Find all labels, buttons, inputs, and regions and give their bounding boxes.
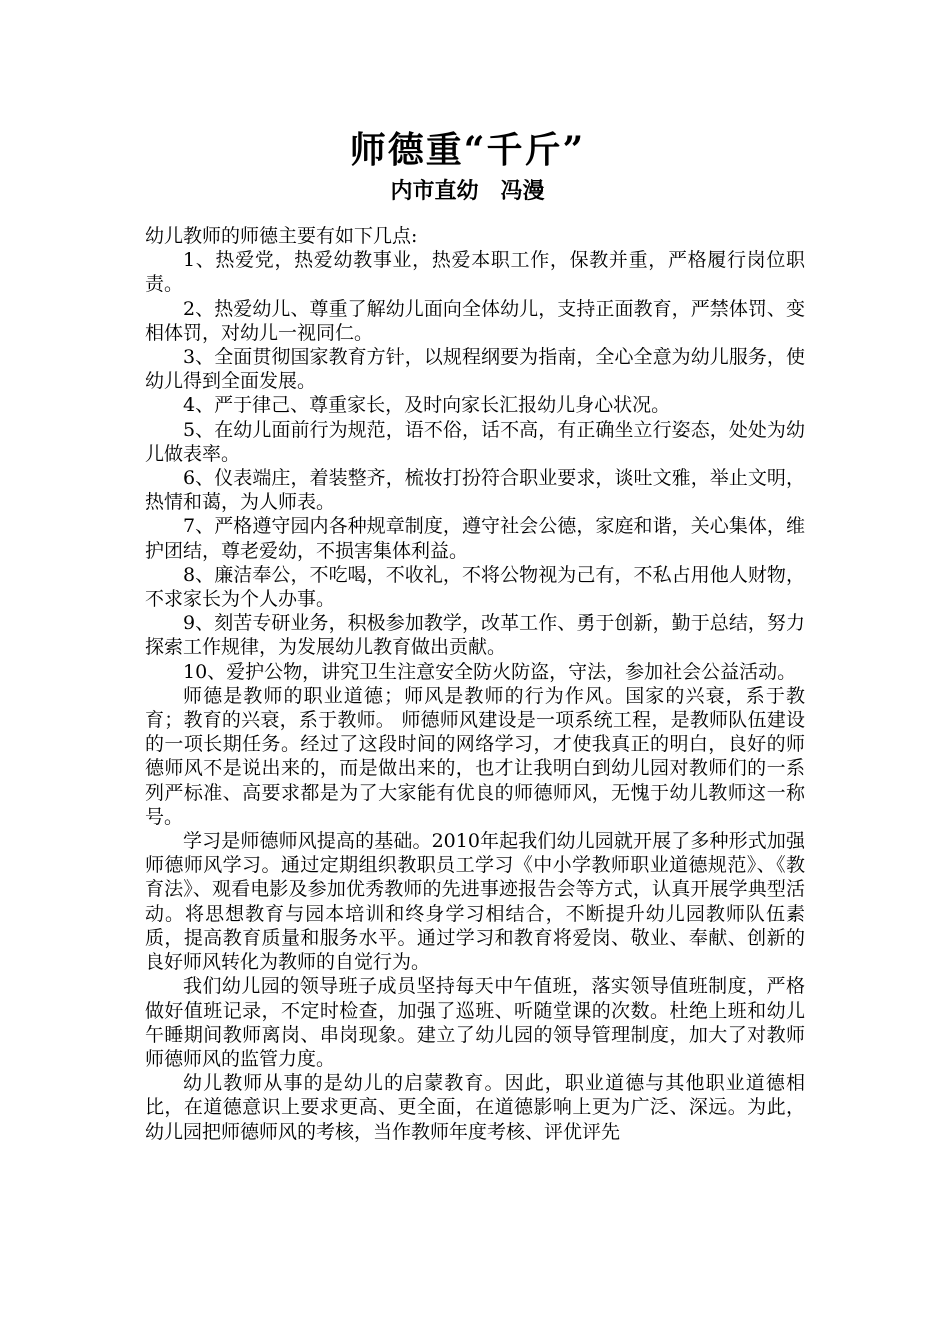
body-paragraph: 我们幼儿园的领导班子成员坚持每天中午值班，落实领导值班制度，严格做好值班记录，不定时检查，加强了巡班、听随堂课的次数。杜绝上班和幼儿午睡期间教师离岗、串岗现象。建立了幼儿园的领导管理制度，加大了对教师师德师风的监管力度。 <box>145 975 805 1070</box>
body-paragraph: 10、爱护公物，讲究卫生注意安全防火防盗，守法，参加社会公益活动。 <box>183 660 797 683</box>
body-paragraph: 1、热爱党，热爱幼教事业，热爱本职工作，保教并重，严格履行岗位职责。 <box>145 249 805 296</box>
body-paragraph: 3、全面贯彻国家教育方针，以规程纲要为指南，全心全意为幼儿服务，使幼儿得到全面发展。 <box>145 346 805 393</box>
body-paragraph: 2、热爱幼儿、尊重了解幼儿面向全体幼儿，支持正面教育，严禁体罚、变相体罚，对幼儿一视同仁。 <box>145 297 805 344</box>
body-paragraph: 9、刻苦专研业务，积极参加教学，改革工作、勇于创新，勤于总结，努力探索工作规律，为发展幼儿教育做出贡献。 <box>145 612 805 659</box>
body-paragraph: 师德是教师的职业道德；师风是教师的行为作风。国家的兴衰，系于教育；教育的兴衰，系于教师。 师德师风建设是一项系统工程，是教师队伍建设的一项长期任务。经过了这段时间的网络学习，才使我真正的明白，良好的师德师风不是说出来的，而是做出来的，也才让我明白到幼儿园对教师们的一系列严标准、高要求都是为了大家能有优良的师德师风，无愧于幼儿教师这一称号。 <box>145 684 805 828</box>
body-paragraph: 7、严格遵守园内各种规章制度，遵守社会公德，家庭和谐，关心集体，维护团结，尊老爱幼，不损害集体利益。 <box>145 515 805 562</box>
document-body <box>145 224 805 1144</box>
body-paragraph: 5、在幼儿面前行为规范，语不俗，话不高，有正确坐立行姿态，处处为幼儿做表率。 <box>145 418 805 465</box>
document-author: 内市直幼 冯漫 <box>390 178 545 204</box>
body-paragraph: 学习是师德师风提高的基础。2010年起我们幼儿园就开展了多种形式加强师德师风学习。通过定期组织教职员工学习《中小学教师职业道德规范》、《教育法》、观看电影及参加优秀教师的先进事迹报告会等方式，认真开展学典型活动。将思想教育与园本培训和终身学习相结合，不断提升幼儿园教师队伍素质，提高教育质量和服务水平。通过学习和教育将爱岗、敬业、奉献、创新的良好师风转化为教师的自觉行为。 <box>145 830 805 974</box>
body-paragraph: 幼儿教师从事的是幼儿的启蒙教育。因此，职业道德与其他职业道德相比，在道德意识上要求更高、更全面，在道德影响上更为广泛、深远。为此，幼儿园把师德师风的考核，当作教师年度考核、评优评先 <box>145 1072 805 1143</box>
body-paragraph: 4、严于律己、尊重家长，及时向家长汇报幼儿身心状况。 <box>183 394 671 417</box>
document-title: 师德重“千斤” <box>349 129 586 171</box>
body-paragraph: 8、廉洁奉公，不吃喝，不收礼，不将公物视为己有，不私占用他人财物，不求家长为个人办事。 <box>145 563 805 611</box>
body-paragraph: 幼儿教师的师德主要有如下几点: <box>145 225 418 247</box>
body-paragraph: 6、仪表端庄，着装整齐，梳妆打扮符合职业要求，谈吐文雅，举止文明，热情和蔼，为人师表。 <box>145 467 805 514</box>
